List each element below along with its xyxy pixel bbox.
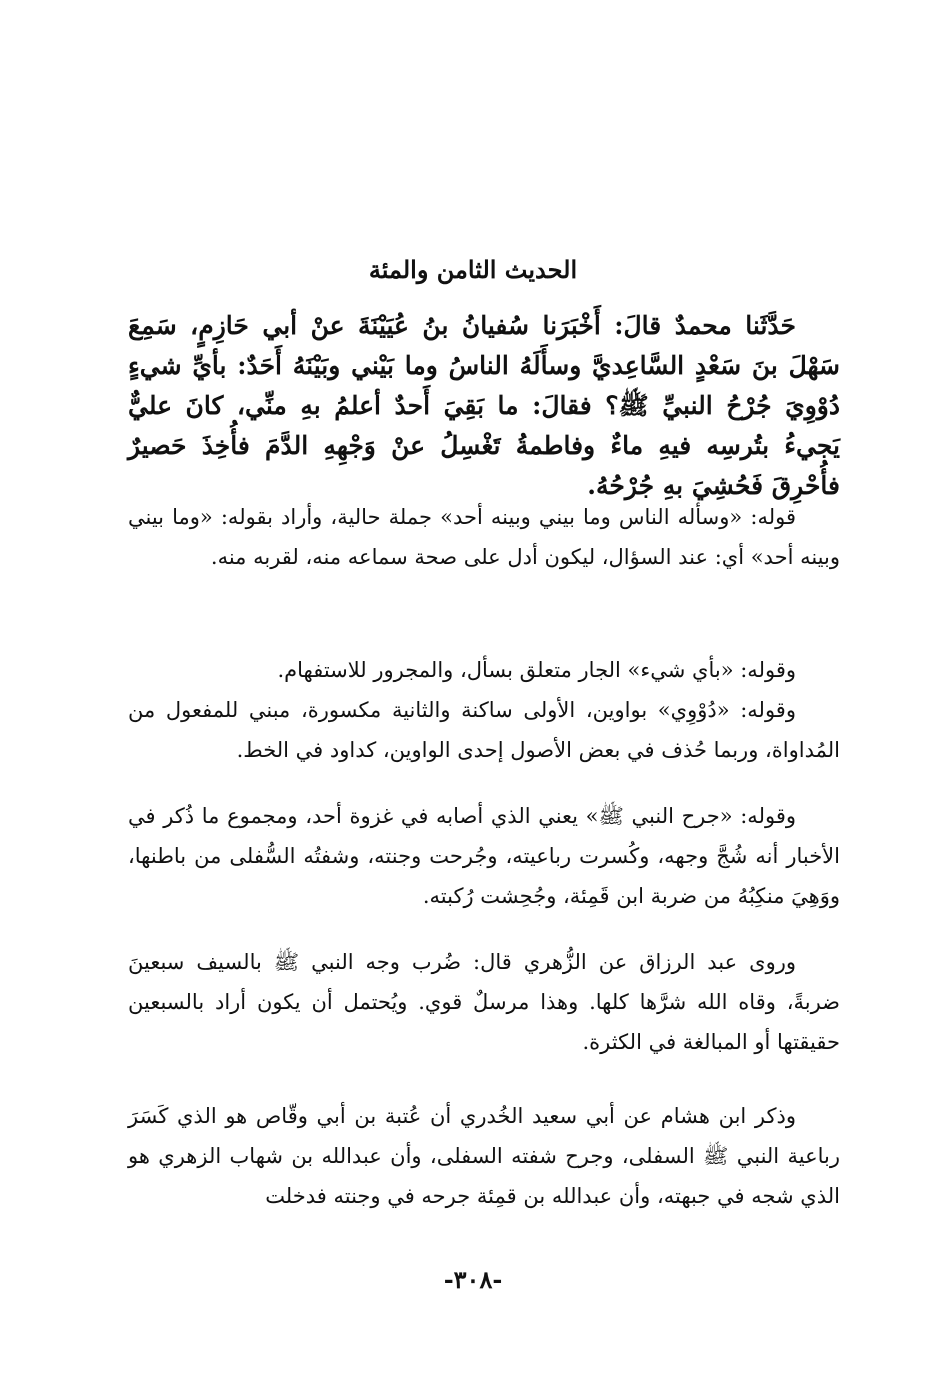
commentary-paragraph-5: وروى عبد الرزاق عن الزُّهري قال: ضُرب وجه النبي ﷺ بالسيف سبعينَ ضربةً، وقاه الله شرَّها كلها. وهذا مرسلٌ قوي. ويُحتمل أن يكون أراد بالسبعين حقيقتها أو المبالغة في الكثرة. [128, 950, 840, 1054]
commentary-paragraph-1: قوله: «وسأله الناس وما بيني وبينه أحد» جملة حالية، وأراد بقوله: «وما بيني وبينه أحد» أي: عند السؤال، ليكون أدل على صحة سماعه منه، لقربه منه. [128, 505, 840, 569]
commentary-paragraph-6: وذكر ابن هشام عن أبي سعيد الخُدري أن عُتبة بن أبي وقّاص هو الذي كَسَرَ رباعية النبي ﷺ السفلى، وجرح شفته السفلى، وأن عبدالله بن شهاب الزهري هو الذي شجه في جبهته، وأن عبدالله بن قمِئة جرحه في وجنته فدخلت [128, 1104, 840, 1208]
page-number: -٣٠٨- [443, 1265, 503, 1294]
commentary-paragraph-4: وقوله: «جرح النبي ﷺ» يعني الذي أصابه في غزوة أحد، ومجموع ما ذُكر في الأخبار أنه شُجَّ وجهه، وكُسرت رباعيته، وجُرحت وجنته، وشفتُه السُّفلى من باطنها، ووَهِيَ منكِبُهُ من ضربة ابن قَمِئة، وجُحِشت رُكبته. [128, 804, 840, 908]
commentary-paragraph-2: وقوله: «بأي شيء» الجار متعلق بسأل، والمجرور للاستفهام. [277, 658, 796, 682]
commentary-paragraph-3: وقوله: «دُوْوِي» بواوين، الأولى ساكنة والثانية مكسورة، مبني للمفعول من المُداواة، وربما حُذف في بعض الأصول إحدى الواوين، كداود في الخط. [128, 698, 840, 762]
hadith-text: حَدَّثَنا محمدٌ قالَ: أَخْبَرَنا سُفيانُ بنُ عُيَيْنَةَ عنْ أبي حَازِمٍ، سَمِعَ سَهْلَ بنَ سَعْدٍ السَّاعِديَّ وسأَلَهُ الناسُ وما بَيْني وبَيْنَهُ أَحَدٌ: بأيِّ شيءٍ دُوْوِيَ جُرْحُ النبيِّ ﷺ؟ فقالَ: ما بَقِيَ أَحدٌ أعلمُ بهِ منِّي، كانَ عليٌّ يَجيءُ بتُرسِه فيهِ ماءٌ وفاطمةُ تَغْسِلُ عنْ وَجْهِهِ الدَّمَ فأُخِذَ حَصيرٌ فأُحْرِقَ فَحُشِيَ بهِ جُرْحُهُ. [128, 311, 840, 500]
hadith-heading: الحديث الثامن والمئة [368, 255, 578, 284]
